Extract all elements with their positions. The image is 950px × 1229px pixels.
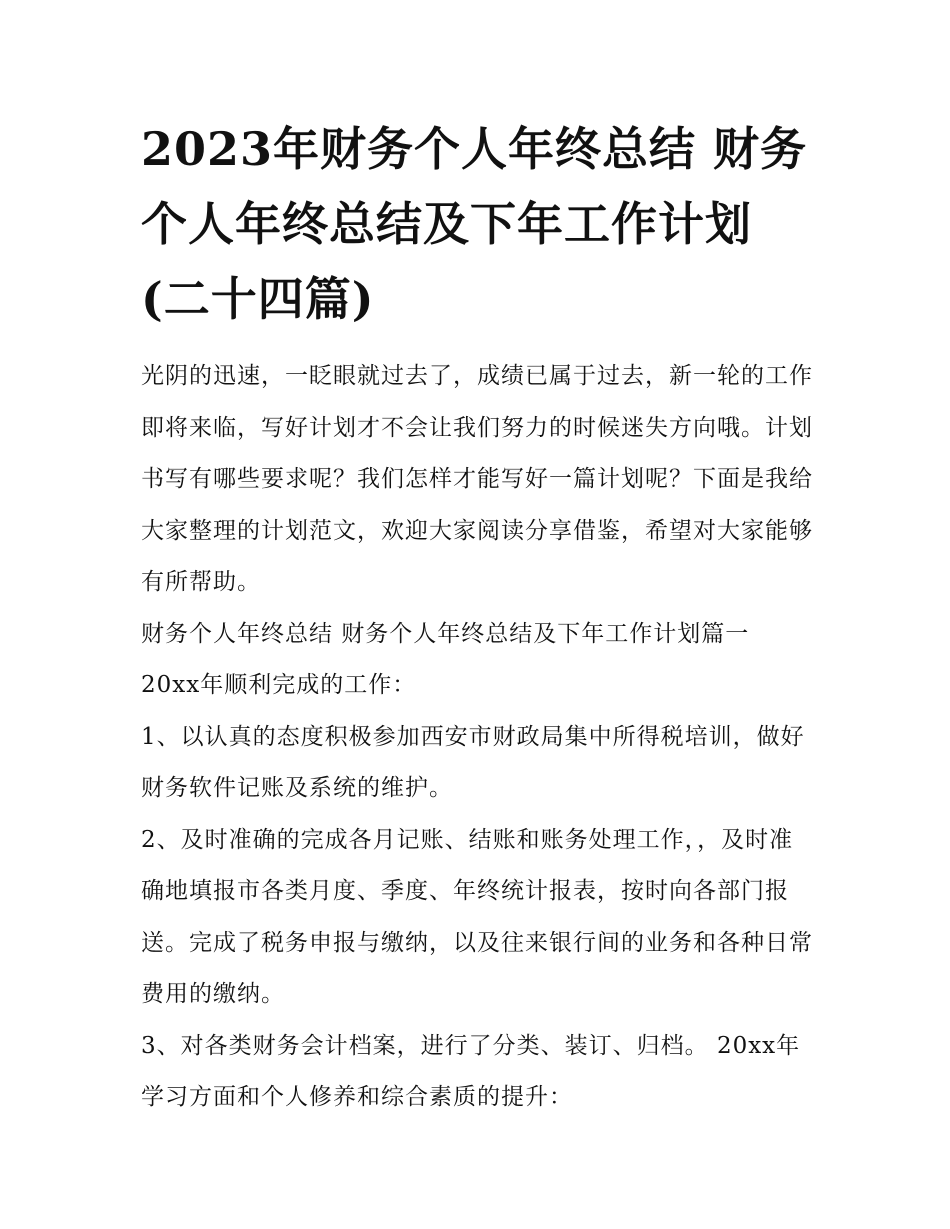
- intro-paragraph: 光阴的迅速，一眨眼就过去了，成绩已属于过去，新一轮的工作即将来临，写好计划才不会让我们努力的时候迷失方向哦。计划书写有哪些要求呢？我们怎样才能写好一篇计划呢？下面是我给大家整理的计划范文，欢迎大家阅读分享借鉴，希望对大家能够有所帮助。: [141, 363, 813, 595]
- section-heading: 财务个人年终总结 财务个人年终总结及下年工作计划篇一: [141, 620, 750, 647]
- list-item-1: 1、以认真的态度积极参加西安市财政局集中所得税培训，做好财务软件记账及系统的维护。: [141, 723, 805, 801]
- list-item-3: 3、对各类财务会计档案，进行了分类、装订、归档。 20xx年学习方面和个人修养和综合素质的提升：: [141, 1032, 801, 1110]
- list-item-2: 2、及时准确的完成各月记账、结账和账务处理工作，，及时准确地填报市各类月度、季度、年终统计报表，按时向各部门报送。完成了税务申报与缴纳，以及往来银行间的业务和各种日常费用的缴纳。: [141, 826, 813, 1007]
- document-title: 2023年财务个人年终总结 财务个人年终总结及下年工作计划(二十四篇): [141, 122, 808, 326]
- document-page: [141, 112, 813, 1124]
- subsection-heading: 20xx年顺利完成的工作：: [141, 672, 417, 698]
- document-body: [141, 351, 813, 1124]
